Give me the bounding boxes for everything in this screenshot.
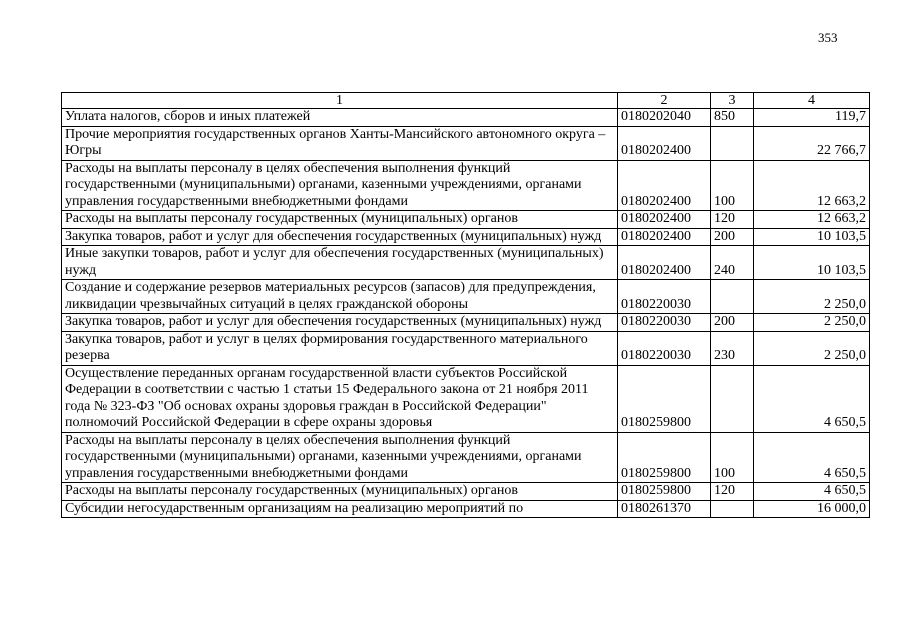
row-name: Осуществление переданных органам государственной власти субъектов Российской Федерации в соответствии с частью 1 статьи 15 Федерального закона от 21 ноября 2011 года № 323-ФЗ "Об основах охраны здоровья граждан в Российской Федерации" полномочий Российской Федерации в сфере охраны здоровья [62, 365, 618, 432]
row-code: 0180220030 [618, 331, 711, 365]
row-name: Закупка товаров, работ и услуг для обеспечения государственных (муниципальных) нужд [62, 228, 618, 246]
row-code: 0180259800 [618, 365, 711, 432]
row-amount: 2 250,0 [754, 331, 870, 365]
row-type: 200 [711, 228, 754, 246]
table-row [62, 228, 870, 246]
table-row [62, 432, 870, 483]
row-name: Иные закупки товаров, работ и услуг для обеспечения государственных (муниципальных) нужд [62, 246, 618, 280]
row-name: Уплата налогов, сборов и иных платежей [62, 109, 618, 127]
row-code: 0180220030 [618, 280, 711, 314]
table-row [62, 500, 870, 518]
row-code: 0180220030 [618, 314, 711, 332]
row-type: 120 [711, 483, 754, 501]
row-name: Создание и содержание резервов материальных ресурсов (запасов) для предупреждения, ликвидации чрезвычайных ситуаций в целях гражданской обороны [62, 280, 618, 314]
row-amount: 10 103,5 [754, 228, 870, 246]
row-type: 240 [711, 246, 754, 280]
table-row [62, 314, 870, 332]
row-name: Прочие мероприятия государственных органов Ханты-Мансийского автономного округа – Югры [62, 126, 618, 160]
row-code: 0180261370 [618, 500, 711, 518]
row-amount: 12 663,2 [754, 160, 870, 211]
row-amount: 4 650,5 [754, 483, 870, 501]
row-type: 850 [711, 109, 754, 127]
row-code: 0180202400 [618, 228, 711, 246]
table-row [62, 365, 870, 432]
row-name: Расходы на выплаты персоналу государственных (муниципальных) органов [62, 211, 618, 229]
row-amount: 10 103,5 [754, 246, 870, 280]
row-amount: 4 650,5 [754, 432, 870, 483]
column-header-type: 3 [711, 93, 754, 109]
row-type: 200 [711, 314, 754, 332]
row-amount: 12 663,2 [754, 211, 870, 229]
row-name: Расходы на выплаты персоналу в целях обеспечения выполнения функций государственными (муниципальными) органами, казенными учреждениями, органами управления государственными внебюджетными фондами [62, 160, 618, 211]
row-amount: 22 766,7 [754, 126, 870, 160]
table-row [62, 160, 870, 211]
row-amount: 4 650,5 [754, 365, 870, 432]
table-row [62, 126, 870, 160]
row-code: 0180202400 [618, 160, 711, 211]
column-header-code: 2 [618, 93, 711, 109]
row-type: 100 [711, 160, 754, 211]
row-code: 0180259800 [618, 432, 711, 483]
table-row [62, 109, 870, 127]
row-name: Расходы на выплаты персоналу в целях обеспечения выполнения функций государственными (муниципальными) органами, казенными учреждениями, органами управления государственными внебюджетными фондами [62, 432, 618, 483]
row-name: Субсидии негосударственным организациям на реализацию мероприятий по [62, 500, 618, 518]
row-amount: 119,7 [754, 109, 870, 127]
page-number: 353 [818, 30, 838, 45]
row-type: 120 [711, 211, 754, 229]
row-name: Закупка товаров, работ и услуг для обеспечения государственных (муниципальных) нужд [62, 314, 618, 332]
row-amount: 2 250,0 [754, 280, 870, 314]
row-amount: 16 000,0 [754, 500, 870, 518]
row-name: Расходы на выплаты персоналу государственных (муниципальных) органов [62, 483, 618, 501]
table-row [62, 483, 870, 501]
row-type [711, 365, 754, 432]
row-code: 0180202040 [618, 109, 711, 127]
row-code: 0180259800 [618, 483, 711, 501]
row-type [711, 280, 754, 314]
row-code: 0180202400 [618, 211, 711, 229]
column-header-name: 1 [62, 93, 618, 109]
row-type [711, 500, 754, 518]
row-type [711, 126, 754, 160]
table-row [62, 211, 870, 229]
row-code: 0180202400 [618, 246, 711, 280]
budget-table [61, 92, 870, 518]
table-header-row [62, 93, 870, 109]
row-name: Закупка товаров, работ и услуг в целях формирования государственного материального резерва [62, 331, 618, 365]
table-row [62, 280, 870, 314]
row-type: 100 [711, 432, 754, 483]
column-header-amount: 4 [754, 93, 870, 109]
row-code: 0180202400 [618, 126, 711, 160]
row-type: 230 [711, 331, 754, 365]
table-row [62, 331, 870, 365]
row-amount: 2 250,0 [754, 314, 870, 332]
table-row [62, 246, 870, 280]
